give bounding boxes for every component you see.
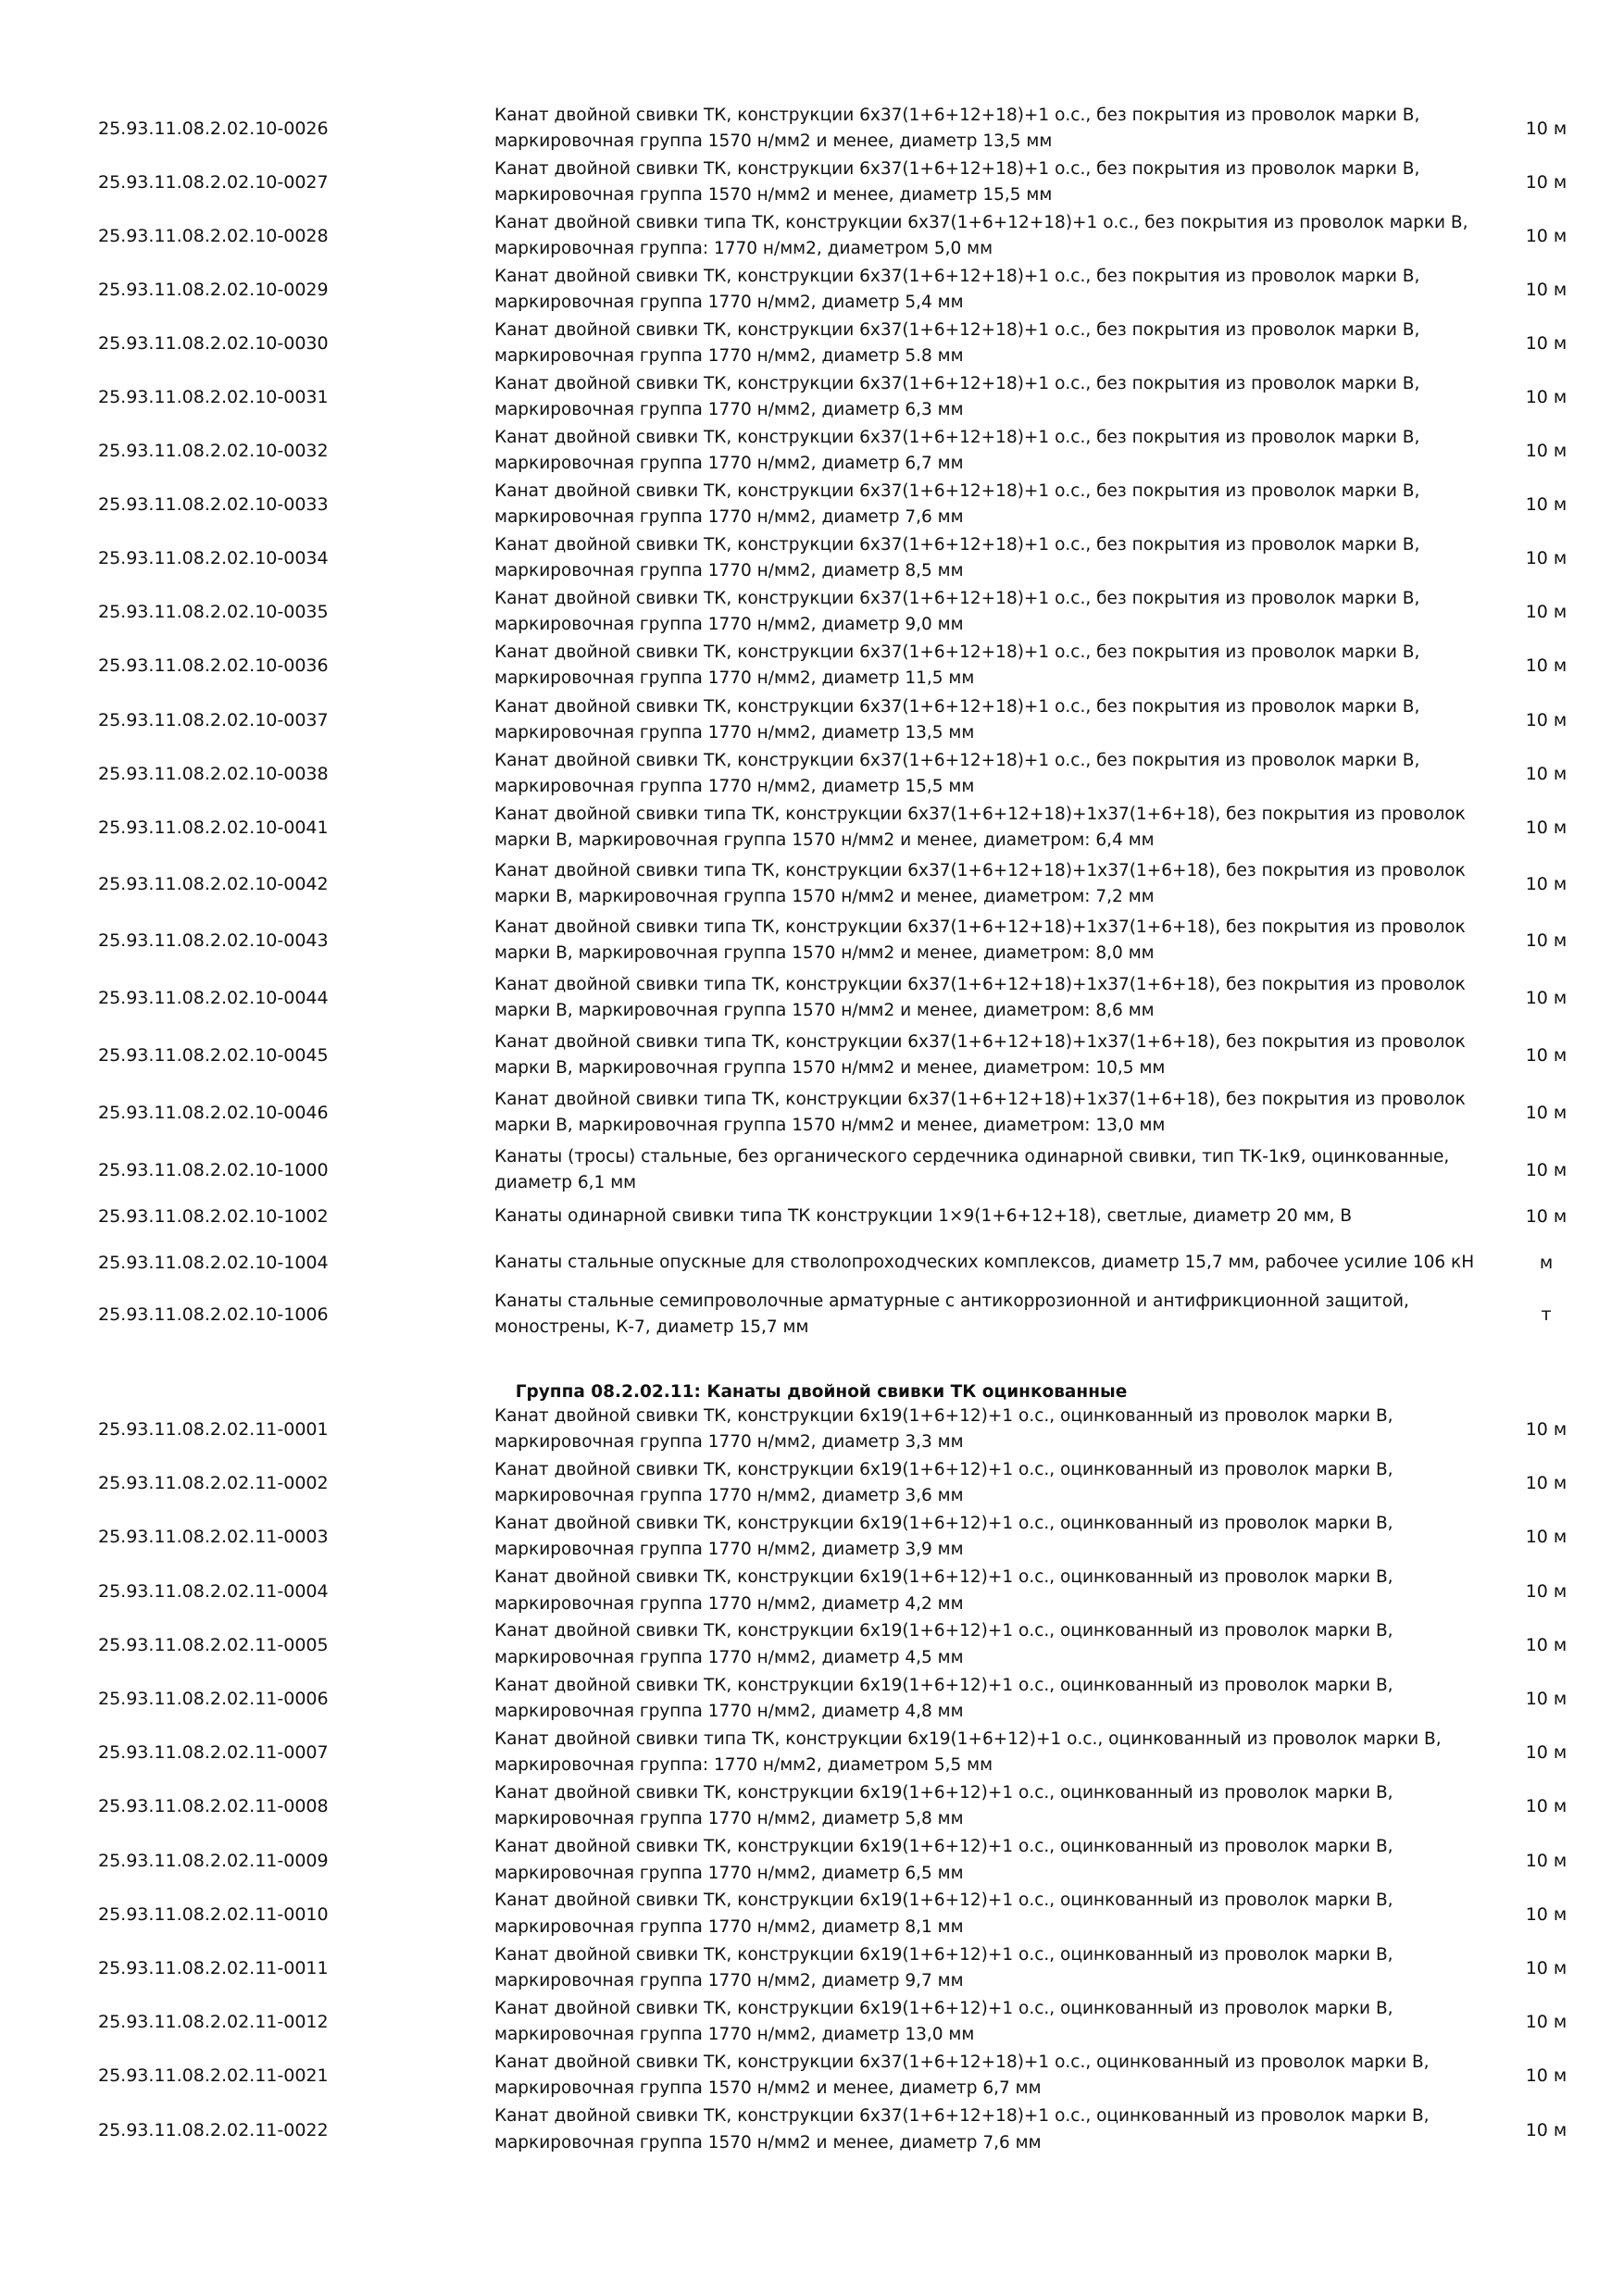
item-unit: 10 м bbox=[1525, 2119, 1568, 2140]
item-code: 25.93.11.08.2.02.11-0022 bbox=[98, 2119, 329, 2140]
item-code: 25.93.11.08.2.02.11-0009 bbox=[98, 1850, 329, 1871]
item-code: 25.93.11.08.2.02.10-0036 bbox=[98, 655, 329, 676]
item-description: Канат двойной свивки ТК, конструкции 6х19(1+6+12)+1 о.с., оцинкованный из проволок марки В, маркировочная группа 1770 н/мм2, диаметр 8,1 мм bbox=[494, 1890, 1393, 1937]
item-code: 25.93.11.08.2.02.10-0044 bbox=[98, 988, 329, 1008]
item-unit: 10 м bbox=[1525, 1580, 1568, 1602]
item-unit: 10 м bbox=[1525, 1903, 1568, 1925]
item-code: 25.93.11.08.2.02.10-0043 bbox=[98, 930, 329, 951]
item-code: 25.93.11.08.2.02.11-0008 bbox=[98, 1796, 329, 1817]
item-description: Канат двойной свивки типа ТК, конструкции 6х37(1+6+12+18)+1х37(1+6+18), без покрытия из проволок марки В, маркировочная группа 1570 н/мм2 и менее, диаметром: 13,0 мм bbox=[494, 1089, 1466, 1135]
item-unit: 10 м bbox=[1525, 172, 1568, 193]
item-code: 25.93.11.08.2.02.10-0046 bbox=[98, 1103, 329, 1123]
item-unit: 10 м bbox=[1525, 387, 1568, 407]
item-unit: 10 м bbox=[1525, 1634, 1568, 1655]
item-unit: 10 м bbox=[1525, 1045, 1568, 1066]
item-unit: 10 м bbox=[1525, 280, 1568, 300]
item-code: 25.93.11.08.2.02.10-0032 bbox=[98, 441, 329, 461]
item-description: Канат двойной свивки ТК, конструкции 6х37(1+6+12+18)+1 о.с., оцинкованный из проволок марки В, маркировочная группа 1570 н/мм2 и менее, диаметр 7,6 мм bbox=[494, 2106, 1430, 2152]
item-description: Канат двойной свивки типа ТК, конструкции 6х37(1+6+12+18)+1х37(1+6+18), без покрытия из проволок марки В, маркировочная группа 1570 н/мм2 и менее, диаметром: 8,6 мм bbox=[494, 974, 1466, 1020]
item-description: Канат двойной свивки ТК, конструкции 6х37(1+6+12+18)+1 о.с., без покрытия из проволок марки В, маркировочная группа 1770 н/мм2, диаметр 5.8 мм bbox=[494, 319, 1420, 366]
item-description: Канат двойной свивки ТК, конструкции 6х19(1+6+12)+1 о.с., оцинкованный из проволок марки В, маркировочная группа 1770 н/мм2, диаметр 5,8 мм bbox=[494, 1782, 1393, 1829]
item-code: 25.93.11.08.2.02.10-0034 bbox=[98, 548, 329, 568]
item-unit: 10 м bbox=[1525, 1958, 1568, 1978]
item-code: 25.93.11.08.2.02.10-0030 bbox=[98, 333, 329, 354]
item-code: 25.93.11.08.2.02.10-0041 bbox=[98, 817, 329, 838]
item-unit: 10 м bbox=[1525, 602, 1568, 622]
group-heading: Группа 08.2.02.11: Канаты двойной свивки ТК оцинкованные bbox=[515, 1382, 1128, 1402]
item-description: Канат двойной свивки ТК, конструкции 6х37(1+6+12+18)+1 о.с., без покрытия из проволок марки В, маркировочная группа 1770 н/мм2, диаметр 8,5 мм bbox=[494, 534, 1420, 580]
item-description: Канат двойной свивки типа ТК, конструкции 6х37(1+6+12+18)+1х37(1+6+18), без покрытия из проволок марки В, маркировочная группа 1570 н/мм2 и менее, диаметром: 7,2 мм bbox=[494, 860, 1466, 906]
item-code: 25.93.11.08.2.02.11-0011 bbox=[98, 1958, 329, 1978]
item-code: 25.93.11.08.2.02.10-0029 bbox=[98, 280, 329, 300]
item-unit: 10 м bbox=[1525, 226, 1568, 246]
item-code: 25.93.11.08.2.02.10-0031 bbox=[98, 387, 329, 407]
item-code: 25.93.11.08.2.02.11-0006 bbox=[98, 1689, 329, 1709]
item-description: Канат двойной свивки ТК, конструкции 6х37(1+6+12+18)+1 о.с., без покрытия из проволок марки В, маркировочная группа 1770 н/мм2, диаметр 7,6 мм bbox=[494, 480, 1420, 527]
item-code: 25.93.11.08.2.02.11-0010 bbox=[98, 1903, 329, 1925]
item-code: 25.93.11.08.2.02.11-0001 bbox=[98, 1419, 329, 1440]
item-unit: 10 м bbox=[1525, 930, 1568, 951]
item-unit: 10 м bbox=[1525, 1742, 1568, 1764]
item-unit: 10 м bbox=[1525, 548, 1568, 568]
item-code: 25.93.11.08.2.02.11-0004 bbox=[98, 1580, 329, 1602]
item-description: Канат двойной свивки ТК, конструкции 6х19(1+6+12)+1 о.с., оцинкованный из проволок марки В, маркировочная группа 1770 н/мм2, диаметр 4,5 мм bbox=[494, 1621, 1393, 1667]
item-description: Канат двойной свивки ТК, конструкции 6х37(1+6+12+18)+1 о.с., без покрытия из проволок марки В, маркировочная группа 1770 н/мм2, диаметр 9,0 мм bbox=[494, 588, 1420, 634]
item-code: 25.93.11.08.2.02.10-0027 bbox=[98, 172, 329, 193]
item-code: 25.93.11.08.2.02.11-0005 bbox=[98, 1634, 329, 1655]
item-code: 25.93.11.08.2.02.10-1004 bbox=[98, 1253, 329, 1273]
item-description: Канат двойной свивки типа ТК, конструкции 6х37(1+6+12+18)+1х37(1+6+18), без покрытия из проволок марки В, маркировочная группа 1570 н/мм2 и менее, диаметром: 10,5 мм bbox=[494, 1031, 1466, 1078]
item-unit: м bbox=[1539, 1253, 1554, 1273]
item-description: Канат двойной свивки ТК, конструкции 6х19(1+6+12)+1 о.с., оцинкованный из проволок марки В, маркировочная группа 1770 н/мм2, диаметр 4,8 мм bbox=[494, 1675, 1393, 1721]
item-description: Канат двойной свивки ТК, конструкции 6х19(1+6+12)+1 о.с., оцинкованный из проволок марки В, маркировочная группа 1770 н/мм2, диаметр 3,9 мм bbox=[494, 1513, 1393, 1560]
item-unit: 10 м bbox=[1525, 1419, 1568, 1440]
item-code: 25.93.11.08.2.02.10-0038 bbox=[98, 764, 329, 784]
item-description: Канаты стальные опускные для стволопроходческих комплексов, диаметр 15,7 мм, рабочее усилие 106 кН bbox=[494, 1252, 1475, 1272]
item-description: Канаты одинарной свивки типа ТК конструкции 1×9(1+6+12+18), светлые, диаметр 20 мм, В bbox=[494, 1205, 1353, 1226]
item-unit: 10 м bbox=[1525, 1689, 1568, 1709]
item-code: 25.93.11.08.2.02.10-0028 bbox=[98, 226, 329, 246]
item-code: 25.93.11.08.2.02.11-0021 bbox=[98, 2065, 329, 2087]
item-code: 25.93.11.08.2.02.11-0007 bbox=[98, 1742, 329, 1764]
item-description: Канат двойной свивки типа ТК, конструкции 6х37(1+6+12+18)+1х37(1+6+18), без покрытия из проволок марки В, маркировочная группа 1570 н/мм2 и менее, диаметром: 8,0 мм bbox=[494, 917, 1466, 963]
item-description: Канаты (тросы) стальные, без органического сердечника одинарной свивки, тип ТК-1к9, оцинкованные, диаметр 6,1 мм bbox=[494, 1146, 1450, 1192]
item-description: Канат двойной свивки ТК, конструкции 6х37(1+6+12+18)+1 о.с., без покрытия из проволок марки В, маркировочная группа 1770 н/мм2, диаметр 6,7 мм bbox=[494, 427, 1420, 473]
item-description: Канат двойной свивки ТК, конструкции 6х19(1+6+12)+1 о.с., оцинкованный из проволок марки В, маркировочная группа 1770 н/мм2, диаметр 9,7 мм bbox=[494, 1944, 1393, 1990]
item-code: 25.93.11.08.2.02.10-1002 bbox=[98, 1206, 329, 1227]
item-code: 25.93.11.08.2.02.10-1006 bbox=[98, 1304, 329, 1325]
item-unit: 10 м bbox=[1525, 817, 1568, 838]
item-unit: 10 м bbox=[1525, 1527, 1568, 1548]
item-description: Канат двойной свивки ТК, конструкции 6х37(1+6+12+18)+1 о.с., без покрытия из проволок марки В, маркировочная группа 1570 н/мм2 и менее, диаметр 13,5 мм bbox=[494, 105, 1420, 151]
item-unit: 10 м bbox=[1525, 988, 1568, 1008]
item-description: Канат двойной свивки типа ТК, конструкции 6х37(1+6+12+18)+1х37(1+6+18), без покрытия из проволок марки В, маркировочная группа 1570 н/мм2 и менее, диаметром: 6,4 мм bbox=[494, 804, 1466, 850]
item-unit: 10 м bbox=[1525, 1206, 1568, 1227]
item-code: 25.93.11.08.2.02.10-0026 bbox=[98, 119, 329, 139]
item-description: Канат двойной свивки типа ТК, конструкции 6х37(1+6+12+18)+1 о.с., без покрытия из проволок марки В, маркировочная группа: 1770 н/мм2, диаметром 5,0 мм bbox=[494, 212, 1468, 258]
item-unit: 10 м bbox=[1525, 119, 1568, 139]
item-unit: 10 м bbox=[1525, 874, 1568, 894]
item-unit: 10 м bbox=[1525, 1796, 1568, 1817]
item-code: 25.93.11.08.2.02.10-0033 bbox=[98, 494, 329, 515]
item-code: 25.93.11.08.2.02.10-1000 bbox=[98, 1160, 329, 1180]
item-description: Канат двойной свивки ТК, конструкции 6х37(1+6+12+18)+1 о.с., без покрытия из проволок марки В, маркировочная группа 1770 н/мм2, диаметр 6,3 мм bbox=[494, 373, 1420, 419]
item-unit: 10 м bbox=[1525, 1103, 1568, 1123]
item-code: 25.93.11.08.2.02.11-0012 bbox=[98, 2012, 329, 2033]
item-description: Канат двойной свивки ТК, конструкции 6х37(1+6+12+18)+1 о.с., без покрытия из проволок марки В, маркировочная группа 1770 н/мм2, диаметр 15,5 мм bbox=[494, 750, 1420, 796]
item-description: Канат двойной свивки ТК, конструкции 6х37(1+6+12+18)+1 о.с., без покрытия из проволок марки В, маркировочная группа 1570 н/мм2 и менее, диаметр 15,5 мм bbox=[494, 158, 1420, 205]
item-unit: т bbox=[1541, 1304, 1552, 1325]
item-unit: 10 м bbox=[1525, 333, 1568, 354]
item-description: Канат двойной свивки ТК, конструкции 6х37(1+6+12+18)+1 о.с., без покрытия из проволок марки В, маркировочная группа 1770 н/мм2, диаметр 13,5 мм bbox=[494, 696, 1420, 742]
item-description: Канат двойной свивки ТК, конструкции 6х19(1+6+12)+1 о.с., оцинкованный из проволок марки В, маркировочная группа 1770 н/мм2, диаметр 3,3 мм bbox=[494, 1405, 1393, 1452]
item-description: Канат двойной свивки ТК, конструкции 6х37(1+6+12+18)+1 о.с., оцинкованный из проволок марки В, маркировочная группа 1570 н/мм2 и менее, диаметр 6,7 мм bbox=[494, 2052, 1430, 2099]
item-description: Канат двойной свивки ТК, конструкции 6х19(1+6+12)+1 о.с., оцинкованный из проволок марки В, маркировочная группа 1770 н/мм2, диаметр 6,5 мм bbox=[494, 1837, 1393, 1883]
item-code: 25.93.11.08.2.02.10-0035 bbox=[98, 602, 329, 622]
item-unit: 10 м bbox=[1525, 2012, 1568, 2033]
item-description: Канат двойной свивки ТК, конструкции 6х37(1+6+12+18)+1 о.с., без покрытия из проволок марки В, маркировочная группа 1770 н/мм2, диаметр 11,5 мм bbox=[494, 642, 1420, 688]
item-description: Канат двойной свивки ТК, конструкции 6х19(1+6+12)+1 о.с., оцинкованный из проволок марки В, маркировочная группа 1770 н/мм2, диаметр 13,0 мм bbox=[494, 1998, 1393, 2045]
item-unit: 10 м bbox=[1525, 655, 1568, 676]
item-code: 25.93.11.08.2.02.11-0003 bbox=[98, 1527, 329, 1548]
item-code: 25.93.11.08.2.02.10-0042 bbox=[98, 874, 329, 894]
item-unit: 10 м bbox=[1525, 494, 1568, 515]
item-unit: 10 м bbox=[1525, 1473, 1568, 1494]
item-unit: 10 м bbox=[1525, 710, 1568, 730]
item-description: Канат двойной свивки типа ТК, конструкции 6х19(1+6+12)+1 о.с., оцинкованный из проволок марки В, маркировочная группа: 1770 н/мм2, диаметром 5,5 мм bbox=[494, 1728, 1442, 1776]
item-description: Канат двойной свивки ТК, конструкции 6х19(1+6+12)+1 о.с., оцинкованный из проволок марки В, маркировочная группа 1770 н/мм2, диаметр 4,2 мм bbox=[494, 1567, 1393, 1614]
item-unit: 10 м bbox=[1525, 441, 1568, 461]
item-unit: 10 м bbox=[1525, 2065, 1568, 2087]
item-description: Канат двойной свивки ТК, конструкции 6х19(1+6+12)+1 о.с., оцинкованный из проволок марки В, маркировочная группа 1770 н/мм2, диаметр 3,6 мм bbox=[494, 1459, 1393, 1506]
item-description: Канаты стальные семипроволочные арматурные с антикоррозионной и антифрикционной защитой, монострены, К-7, диаметр 15,7 мм bbox=[494, 1291, 1409, 1337]
item-code: 25.93.11.08.2.02.10-0045 bbox=[98, 1045, 329, 1066]
item-code: 25.93.11.08.2.02.11-0002 bbox=[98, 1473, 329, 1494]
item-code: 25.93.11.08.2.02.10-0037 bbox=[98, 710, 329, 730]
item-unit: 10 м bbox=[1525, 764, 1568, 784]
item-unit: 10 м bbox=[1525, 1160, 1568, 1180]
item-description: Канат двойной свивки ТК, конструкции 6х37(1+6+12+18)+1 о.с., без покрытия из проволок марки В, маркировочная группа 1770 н/мм2, диаметр 5,4 мм bbox=[494, 266, 1420, 312]
item-unit: 10 м bbox=[1525, 1850, 1568, 1871]
